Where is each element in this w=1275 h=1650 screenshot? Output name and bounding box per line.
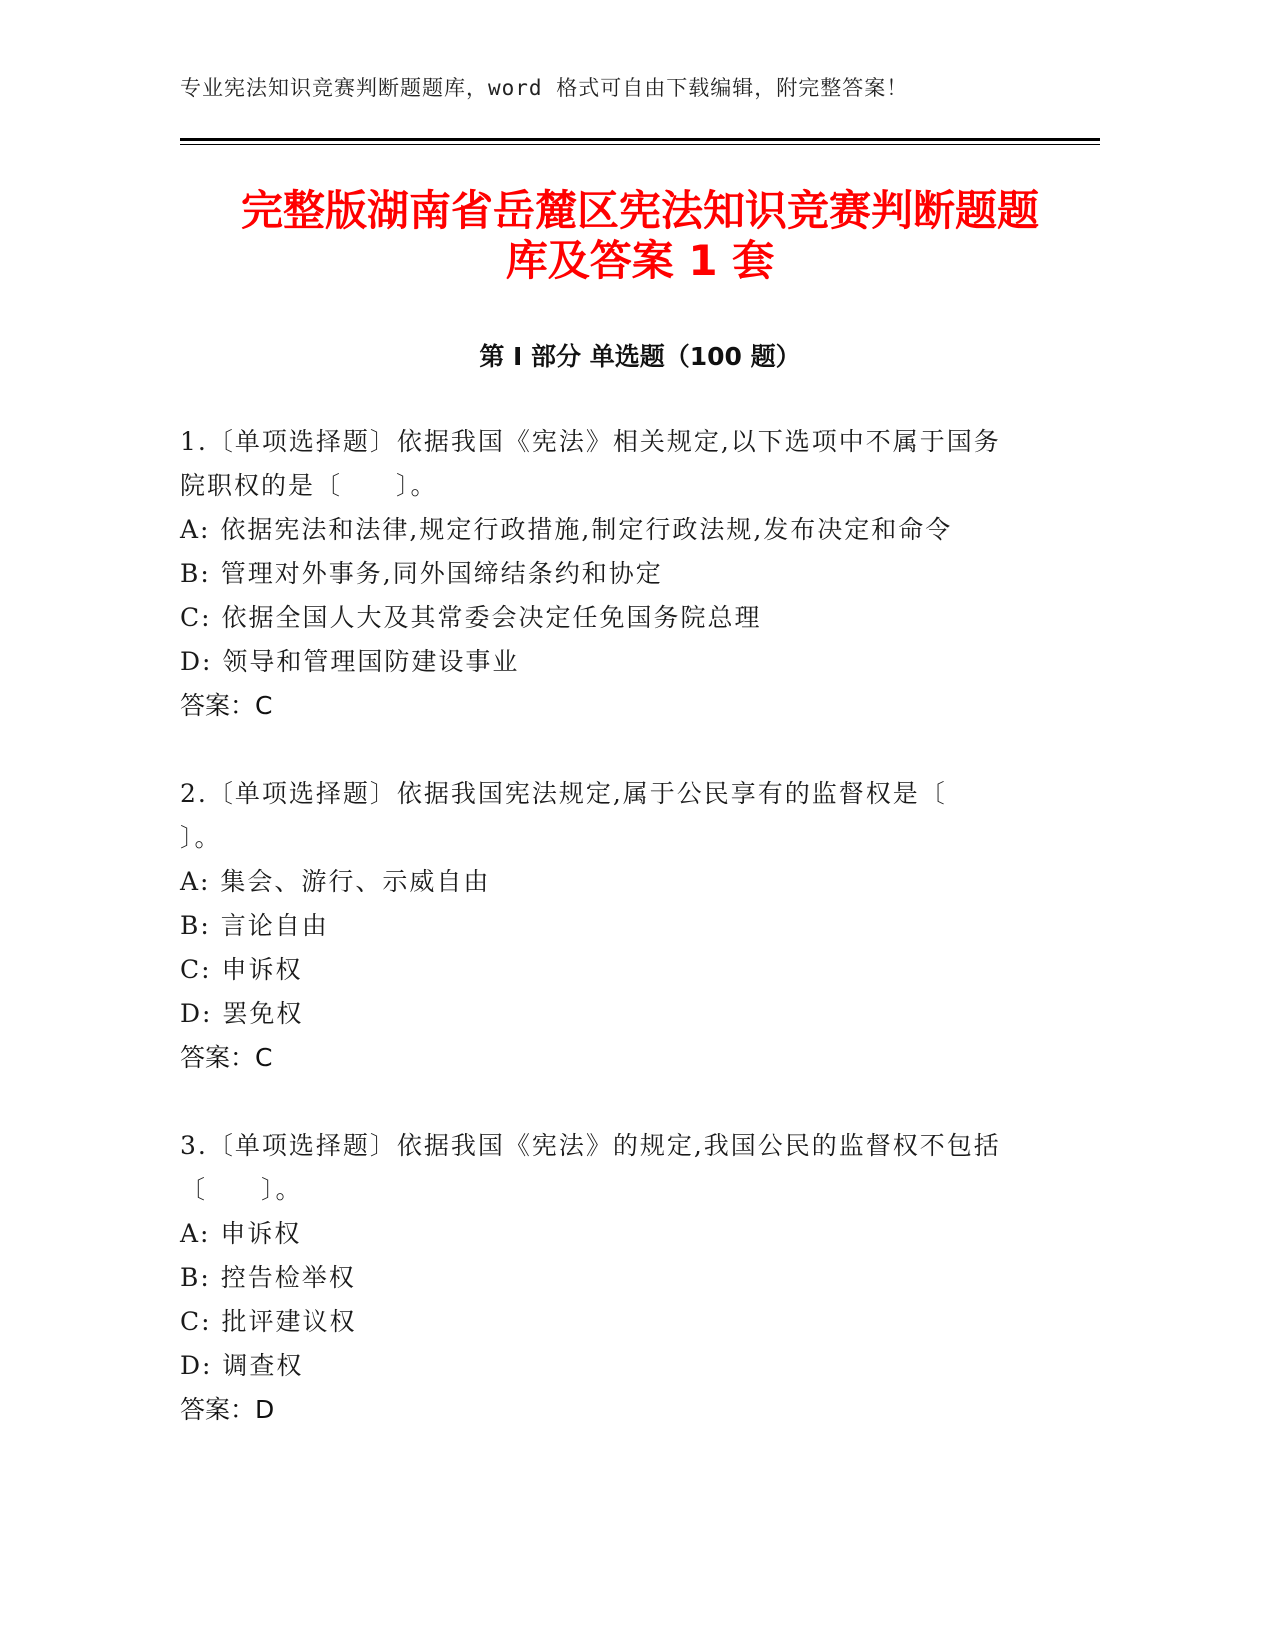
header-divider-thin [180,144,1100,145]
question-3 [180,1124,1040,1432]
question-list [180,420,1040,1476]
answer-label: 答案：D [180,1395,275,1424]
question-stem-line: 〕。 [180,823,222,852]
option-d: D: 罢免权 [180,999,304,1028]
document-title [150,186,1130,286]
option-b: B: 言论自由 [180,911,329,940]
option-a: A: 申诉权 [180,1219,302,1248]
question-stem-line: 3.〔单项选择题〕依据我国《宪法》的规定,我国公民的监督权不包括 [180,1131,1001,1160]
question-2 [180,772,1040,1080]
section-title: 第 I 部分 单选题（100 题） [479,342,801,371]
question-stem-line: 1.〔单项选择题〕依据我国《宪法》相关规定,以下选项中不属于国务 [180,427,1001,456]
answer-label: 答案：C [180,1043,273,1072]
option-d: D: 领导和管理国防建设事业 [180,647,520,676]
option-c: C: 申诉权 [180,955,303,984]
option-c: C: 批评建议权 [180,1307,357,1336]
question-stem-line: 〔 〕。 [180,1175,303,1204]
question-stem-line: 院职权的是〔 〕。 [180,471,438,500]
answer-label: 答案：C [180,691,273,720]
option-a: A: 依据宪法和法律,规定行政措施,制定行政法规,发布决定和命令 [180,515,953,544]
document-title-line2: 库及答案 1 套 [505,236,775,285]
header-note: 专业宪法知识竞赛判断题题库，word 格式可自由下载编辑，附完整答案！ [180,76,909,100]
document-title-line1: 完整版湖南省岳麓区宪法知识竞赛判断题题 [240,186,1039,235]
question-1 [180,420,1040,728]
question-stem-line: 2.〔单项选择题〕依据我国宪法规定,属于公民享有的监督权是〔 [180,779,947,808]
option-d: D: 调查权 [180,1351,304,1380]
option-b: B: 管理对外事务,同外国缔结条约和协定 [180,559,663,588]
option-a: A: 集会、游行、示威自由 [180,867,491,896]
option-c: C: 依据全国人大及其常委会决定任免国务院总理 [180,603,762,632]
option-b: B: 控告检举权 [180,1263,356,1292]
header-divider-thick [180,138,1100,141]
